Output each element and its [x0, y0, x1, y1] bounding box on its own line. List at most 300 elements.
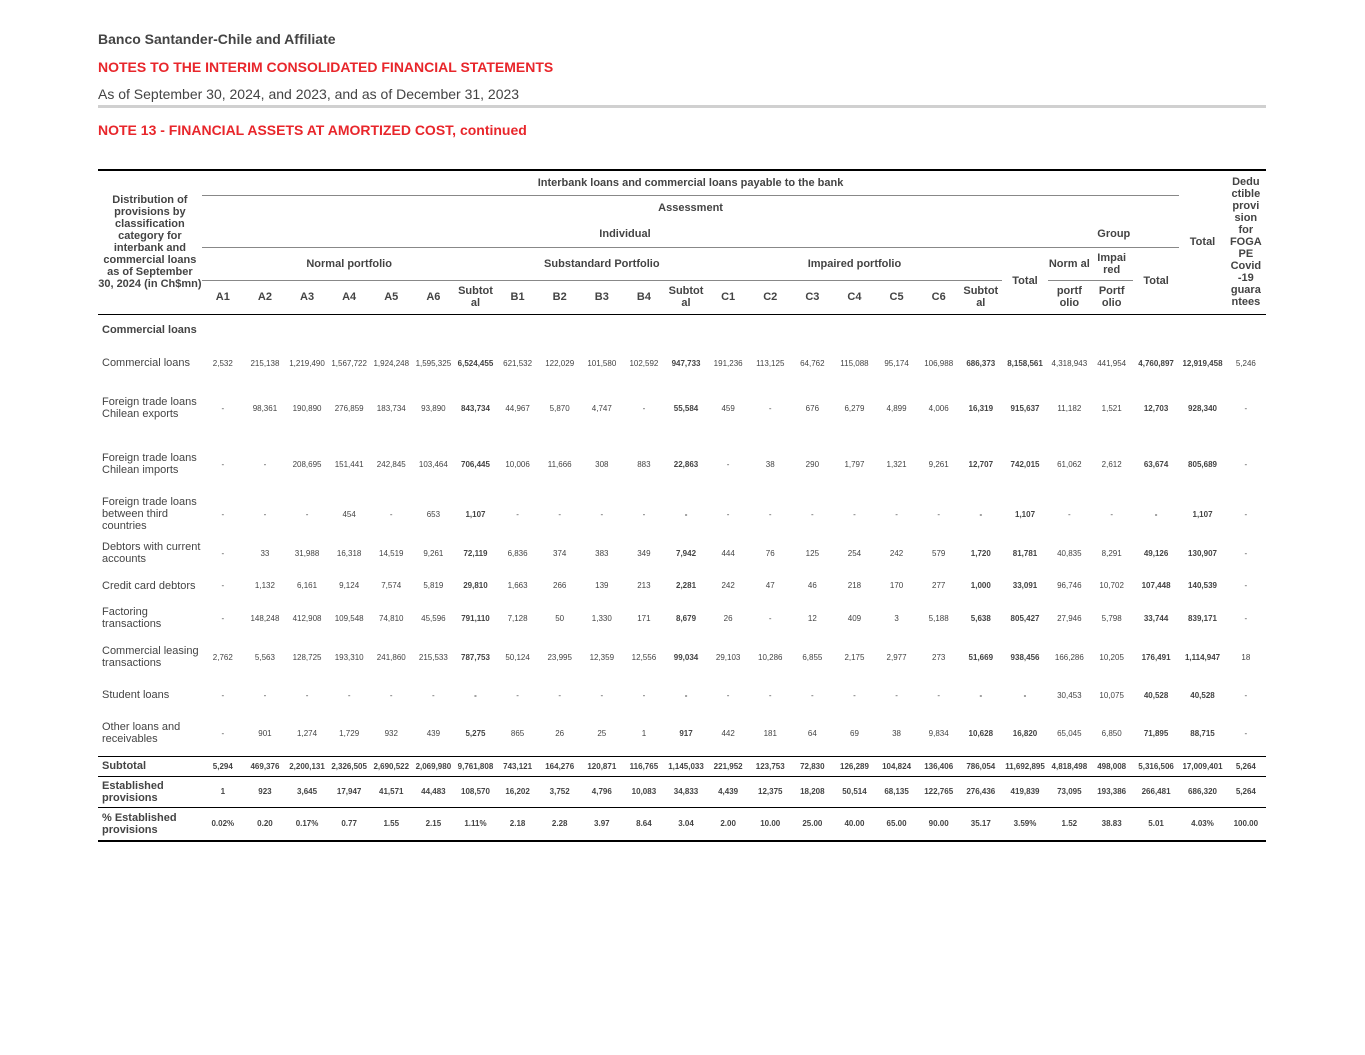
table-cell: 130,907 — [1188, 548, 1217, 558]
table-cell: 72,119 — [463, 548, 488, 558]
summary-cell: 10,083 — [623, 776, 665, 807]
section-label: Commercial loans — [102, 324, 197, 337]
table-cell: - — [895, 690, 898, 700]
table-cell: 5,798 — [1101, 613, 1122, 623]
table-cell: 31,988 — [294, 548, 320, 558]
summary-cell: 1.52 — [1048, 807, 1090, 841]
table-cell: - — [1244, 509, 1248, 519]
row-label: Other loans and receivables — [102, 721, 181, 746]
individual-header: Individual — [202, 221, 1048, 247]
table-cell: - — [1244, 548, 1248, 558]
summary-cell: 2.28 — [539, 807, 581, 841]
table-cell: 93,890 — [421, 403, 446, 413]
table-cell: - — [979, 690, 983, 700]
table-cell: - — [389, 690, 393, 700]
table-cell: 409 — [847, 613, 862, 623]
table-cell: - — [1244, 728, 1248, 738]
table-cell: 444 — [721, 548, 735, 558]
table-cell: - — [600, 690, 604, 700]
table-cell: 166,286 — [1054, 652, 1084, 662]
table-cell: - — [768, 690, 772, 700]
table-cell: 290 — [805, 459, 820, 469]
table-cell: 928,340 — [1188, 403, 1217, 413]
table-cell: 107,448 — [1141, 581, 1171, 590]
table-cell: 454 — [342, 509, 356, 519]
table-cell: 12,707 — [968, 459, 994, 469]
table-cell: 47 — [765, 581, 775, 590]
row-label: Foreign trade loans Chilean imports — [102, 452, 197, 476]
summary-cell: 498,008 — [1091, 756, 1133, 776]
table-cell: - — [853, 509, 856, 519]
table-cell: 115,088 — [840, 358, 869, 368]
table-cell: - — [726, 690, 730, 700]
summary-cell: 1 — [202, 776, 244, 807]
table-cell: - — [600, 509, 604, 519]
table-cell: 55,584 — [673, 403, 699, 413]
summary-cell: 17,947 — [328, 776, 370, 807]
table-cell: 99,034 — [673, 652, 699, 662]
table-cell: - — [347, 690, 351, 700]
table-cell: 6,524,455 — [457, 358, 494, 368]
table-cell: 170 — [889, 581, 904, 590]
table-cell: 50,124 — [505, 652, 530, 662]
summary-cell: 2,690,522 — [370, 756, 412, 776]
table-cell: 1,107 — [1015, 509, 1036, 519]
table-cell: 8,158,561 — [1007, 358, 1043, 368]
summary-cell: 2.15 — [412, 807, 454, 841]
table-cell: - — [853, 690, 856, 700]
table-cell: 148,248 — [250, 613, 280, 623]
notes-title: NOTES TO THE INTERIM CONSOLIDATED FINANCIAL STATEMENTS — [98, 59, 554, 75]
summary-cell: 5,264 — [1226, 776, 1266, 807]
table-cell: 38 — [765, 459, 775, 469]
table-cell: 441,954 — [1097, 358, 1127, 368]
table-cell: 1,132 — [254, 581, 275, 590]
table-cell: 81,781 — [1012, 548, 1038, 558]
table-cell: 26 — [723, 613, 733, 623]
summary-cell: 9,761,808 — [454, 756, 496, 776]
table-cell: 74,810 — [379, 613, 404, 623]
summary-cell: 41,571 — [370, 776, 412, 807]
table-cell: 4,006 — [928, 403, 949, 413]
table-cell: - — [389, 509, 393, 519]
table-cell: 1,567,722 — [331, 358, 367, 368]
row-label: Commercial loans — [102, 357, 191, 369]
table-cell: 139 — [595, 581, 609, 590]
table-cell: 9,261 — [928, 459, 949, 469]
summary-cell: 3.59% — [1002, 807, 1048, 841]
table-cell: 1,114,947 — [1184, 652, 1221, 662]
table-cell: 25 — [597, 728, 607, 738]
table-cell: - — [1244, 581, 1248, 590]
table-cell: - — [221, 548, 225, 558]
summary-cell: 104,824 — [876, 756, 918, 776]
table-cell: 109,548 — [334, 613, 364, 623]
table-cell: - — [768, 509, 772, 519]
summary-cell: 2.00 — [707, 807, 749, 841]
summary-cell: 136,406 — [918, 756, 960, 776]
table-cell: 1,330 — [591, 613, 612, 623]
table-cell: 16,319 — [968, 403, 994, 413]
summary-cell: 923 — [244, 776, 286, 807]
table-cell: 29,810 — [463, 581, 488, 590]
row-label: Debtors with current accounts — [102, 541, 201, 565]
table-cell: - — [768, 613, 772, 623]
table-cell: 64,762 — [800, 358, 825, 368]
table-cell: 2,762 — [212, 652, 233, 662]
table-cell: 7,574 — [381, 581, 402, 590]
table-cell: 88,715 — [1190, 728, 1215, 738]
summary-cell: 50,514 — [833, 776, 875, 807]
table-cell: 2,175 — [844, 652, 865, 662]
summary-cell: 5,264 — [1226, 756, 1266, 776]
table-cell: 5,638 — [970, 613, 991, 623]
table-cell: 125 — [805, 548, 820, 558]
table-cell: 459 — [721, 403, 735, 413]
deductible-header: Dedu ctible provi sion for FOGA PE Covid -19 guara ntees — [1226, 170, 1266, 314]
summary-label: % Established provisions — [98, 807, 202, 841]
table-cell: - — [1244, 613, 1248, 623]
table-cell: 215,138 — [250, 358, 280, 368]
table-cell: 742,015 — [1010, 459, 1040, 469]
table-cell: - — [221, 459, 225, 469]
summary-cell: 3.97 — [581, 807, 623, 841]
table-cell: 1,924,248 — [373, 358, 410, 368]
table-cell: 349 — [637, 548, 651, 558]
table-cell: 16,318 — [336, 548, 362, 558]
table-cell: - — [642, 509, 646, 519]
col-a5: A5 — [370, 280, 412, 314]
summary-cell: 35.17 — [960, 807, 1002, 841]
summary-cell: 2.18 — [497, 807, 539, 841]
table-cell: 1,107 — [465, 509, 486, 519]
summary-cell: 743,121 — [497, 756, 539, 776]
summary-cell: 4,818,498 — [1048, 756, 1090, 776]
table-cell: 308 — [595, 459, 609, 469]
table-cell: 10,006 — [505, 459, 530, 469]
summary-cell: 73,095 — [1048, 776, 1090, 807]
table-cell: 193,310 — [334, 652, 364, 662]
summary-cell: 40.00 — [833, 807, 875, 841]
table-cell: 33 — [260, 548, 270, 558]
group-total-header: Total — [1133, 247, 1180, 314]
col-subtotal-a: Subtot al — [454, 280, 496, 314]
col-c6: C6 — [918, 280, 960, 314]
summary-cell: 419,839 — [1002, 776, 1048, 807]
table-cell: 215,533 — [418, 652, 448, 662]
table-cell: - — [221, 728, 225, 738]
table-cell: - — [516, 690, 519, 700]
summary-cell: 3.04 — [665, 807, 707, 841]
summary-cell: 4,439 — [707, 776, 749, 807]
table-cell: 915,637 — [1010, 403, 1040, 413]
summary-cell: 2,200,131 — [286, 756, 328, 776]
table-cell: 26 — [555, 728, 565, 738]
table-cell: 1,219,490 — [289, 358, 325, 368]
summary-label: Established provisions — [98, 776, 202, 807]
table-cell: 7,942 — [676, 548, 697, 558]
table-cell: 106,988 — [924, 358, 954, 368]
table-cell: 6,855 — [802, 652, 823, 662]
table-cell: 4,899 — [886, 403, 907, 413]
table-cell: 122,029 — [545, 358, 575, 368]
company-name: Banco Santander-Chile and Affiliate — [98, 31, 336, 47]
table-cell: - — [263, 459, 267, 469]
summary-cell: 17,009,401 — [1179, 756, 1225, 776]
table-cell: 4,747 — [591, 403, 612, 413]
table-cell: 883 — [637, 459, 651, 469]
table-cell: 63,674 — [1143, 459, 1169, 469]
table-cell: 30,453 — [1057, 690, 1082, 700]
table-cell: 171 — [637, 613, 651, 623]
summary-cell: 276,436 — [960, 776, 1002, 807]
table-cell: 12,556 — [631, 652, 657, 662]
summary-row — [98, 776, 1266, 807]
summary-cell: 68,135 — [876, 776, 918, 807]
table-cell: - — [811, 690, 814, 700]
table-cell: 938,456 — [1010, 652, 1040, 662]
table-cell: 29,103 — [715, 652, 741, 662]
table-cell: 412,908 — [292, 613, 322, 623]
table-cell: 917 — [679, 728, 693, 738]
table-cell: - — [684, 690, 688, 700]
table-cell: 676 — [805, 403, 820, 413]
table-row — [98, 492, 1266, 536]
summary-cell: 686,320 — [1179, 776, 1225, 807]
table-cell: 181 — [763, 728, 777, 738]
table-cell: - — [642, 690, 646, 700]
summary-cell: 2,069,980 — [412, 756, 454, 776]
table-cell: - — [221, 581, 225, 590]
summary-row — [98, 807, 1266, 841]
summary-cell: 469,376 — [244, 756, 286, 776]
col-b4: B4 — [623, 280, 665, 314]
summary-cell: 221,952 — [707, 756, 749, 776]
table-cell: 7,128 — [507, 613, 528, 623]
col-b1: B1 — [497, 280, 539, 314]
table-cell: 140,539 — [1188, 581, 1217, 590]
summary-cell: 34,833 — [665, 776, 707, 807]
table-cell: 102,592 — [629, 358, 659, 368]
table-cell: 9,124 — [339, 581, 360, 590]
summary-cell: 38.83 — [1091, 807, 1133, 841]
table-cell: 242 — [721, 581, 735, 590]
table-cell: 10,286 — [758, 652, 783, 662]
table-cell: - — [221, 690, 225, 700]
table-cell: 10,628 — [968, 728, 994, 738]
table-cell: 11,182 — [1057, 403, 1082, 413]
table-cell: 805,427 — [1010, 613, 1040, 623]
table-cell: 1,274 — [297, 728, 318, 738]
table-cell: 242,845 — [376, 459, 406, 469]
summary-cell: 0.17% — [286, 807, 328, 841]
table-cell: 2,281 — [676, 581, 697, 590]
table-cell: - — [684, 509, 688, 519]
table-cell: 686,373 — [966, 358, 996, 368]
table-cell: 40,528 — [1190, 690, 1215, 700]
col-a2: A2 — [244, 280, 286, 314]
table-cell: 1,595,325 — [415, 358, 452, 368]
summary-cell: 0.77 — [328, 807, 370, 841]
table-cell: - — [979, 509, 983, 519]
table-cell: - — [474, 690, 477, 700]
table-cell: 5,819 — [423, 581, 444, 590]
table-cell: 96,746 — [1057, 581, 1082, 590]
table-row — [98, 679, 1266, 711]
summary-label: Subtotal — [98, 756, 202, 776]
provisions-table — [98, 169, 1266, 842]
table-cell: 45,596 — [421, 613, 446, 623]
table-cell: 71,895 — [1143, 728, 1169, 738]
summary-cell: 122,765 — [918, 776, 960, 807]
table-cell: - — [1154, 509, 1158, 519]
summary-cell: 108,570 — [454, 776, 496, 807]
table-cell: 6,279 — [844, 403, 865, 413]
summary-cell: 44,483 — [412, 776, 454, 807]
table-cell: 10,205 — [1099, 652, 1124, 662]
summary-cell: 90.00 — [918, 807, 960, 841]
summary-cell: 2,326,505 — [328, 756, 370, 776]
col-subtotal-b: Subtot al — [665, 280, 707, 314]
row-label: Credit card debtors — [102, 579, 196, 592]
table-cell: 277 — [932, 581, 946, 590]
table-cell: 1,663 — [507, 581, 528, 590]
table-cell: 46 — [807, 581, 817, 590]
summary-cell: 72,830 — [791, 756, 833, 776]
row-label: Student loans — [102, 689, 170, 701]
summary-cell: 5,294 — [202, 756, 244, 776]
summary-cell: 16,202 — [497, 776, 539, 807]
table-cell: 76 — [765, 548, 775, 558]
summary-cell: 126,289 — [833, 756, 875, 776]
table-cell: 839,171 — [1188, 613, 1217, 623]
table-cell: 11,666 — [547, 459, 572, 469]
header-divider — [98, 105, 1266, 108]
table-cell: 5,188 — [928, 613, 949, 623]
table-row — [98, 711, 1266, 756]
table-cell: 791,110 — [461, 613, 490, 623]
table-cell: 1,107 — [1192, 509, 1213, 519]
table-cell: 218 — [847, 581, 862, 590]
table-cell: 2,532 — [212, 358, 233, 368]
table-cell: - — [221, 509, 225, 519]
table-cell: 191,236 — [713, 358, 743, 368]
table-cell: - — [305, 509, 309, 519]
table-cell: 5,275 — [465, 728, 486, 738]
substandard-portfolio-header: Substandard Portfolio — [497, 247, 708, 280]
summary-cell: 8.64 — [623, 807, 665, 841]
table-row — [98, 635, 1266, 679]
summary-cell: 10.00 — [749, 807, 791, 841]
table-cell: - — [221, 403, 225, 413]
table-cell: 805,689 — [1188, 459, 1217, 469]
table-cell: 1,000 — [970, 581, 991, 590]
table-cell: 1,729 — [339, 728, 360, 738]
table-cell: 113,125 — [756, 358, 785, 368]
col-c3: C3 — [791, 280, 833, 314]
table-cell: 61,062 — [1057, 459, 1082, 469]
summary-cell: 5,316,506 — [1133, 756, 1180, 776]
col-c4: C4 — [833, 280, 875, 314]
group-impaired-sub: Portf olio — [1091, 280, 1133, 314]
table-cell: 254 — [847, 548, 862, 558]
table-cell: - — [726, 509, 730, 519]
group-impaired-header: Impai red — [1091, 247, 1133, 280]
table-cell: 4,318,943 — [1051, 358, 1088, 368]
table-cell: 8,679 — [676, 613, 697, 623]
table-row — [98, 536, 1266, 570]
table-cell: 932 — [384, 728, 398, 738]
row-label: Foreign trade loans Chilean exports — [102, 396, 197, 420]
normal-portfolio-header: Normal portfolio — [202, 247, 497, 280]
summary-cell: 0.02% — [202, 807, 244, 841]
table-cell: 579 — [932, 548, 946, 558]
summary-cell: 1.55 — [370, 807, 412, 841]
table-cell: 442 — [721, 728, 735, 738]
table-cell: 151,441 — [334, 459, 364, 469]
table-cell: 12,919,458 — [1182, 358, 1223, 368]
col-c2: C2 — [749, 280, 791, 314]
table-cell: 10,075 — [1099, 690, 1124, 700]
col-c1: C1 — [707, 280, 749, 314]
table-cell: 1 — [641, 728, 647, 738]
summary-cell: 3,645 — [286, 776, 328, 807]
table-cell: 65,045 — [1057, 728, 1082, 738]
table-cell: - — [263, 509, 267, 519]
table-cell: 1,521 — [1101, 403, 1122, 413]
row-label: Factoring transactions — [102, 606, 162, 630]
table-cell: 103,464 — [418, 459, 448, 469]
table-cell: 4,760,897 — [1138, 358, 1174, 368]
table-cell: 865 — [510, 728, 525, 738]
table-cell: 6,850 — [1101, 728, 1122, 738]
table-cell: 6,836 — [507, 548, 528, 558]
note-title: NOTE 13 - FINANCIAL ASSETS AT AMORTIZED COST, continued — [98, 122, 527, 138]
table-cell: - — [642, 403, 646, 413]
table-cell: 40,835 — [1057, 548, 1082, 558]
table-cell: 23,995 — [547, 652, 572, 662]
table-cell: 44,967 — [505, 403, 530, 413]
col-b2: B2 — [539, 280, 581, 314]
table-cell: 69 — [850, 728, 859, 738]
table-cell: 383 — [595, 548, 609, 558]
table-cell: 22,863 — [673, 459, 699, 469]
col-b3: B3 — [581, 280, 623, 314]
table-cell: 374 — [553, 548, 567, 558]
table-cell: 40,528 — [1143, 690, 1169, 700]
table-cell: - — [263, 690, 267, 700]
table-cell: 51,669 — [968, 652, 994, 662]
table-row — [98, 436, 1266, 492]
table-cell: 242 — [889, 548, 904, 558]
table-cell: 12 — [807, 613, 817, 623]
table-cell: - — [895, 509, 898, 519]
summary-cell: 65.00 — [876, 807, 918, 841]
as-of-date: As of September 30, 2024, and 2023, and as of December 31, 2023 — [98, 86, 520, 102]
corner-label: Distribution of provisions by classification category for interbank and commercial loans as of September 30, 2024 (in Ch$mn) — [98, 170, 202, 314]
table-cell: - — [768, 403, 772, 413]
table-cell: 1,720 — [970, 548, 991, 558]
table-row — [98, 380, 1266, 436]
summary-row — [98, 756, 1266, 776]
table-cell: 208,695 — [292, 459, 322, 469]
table-cell: - — [516, 509, 519, 519]
summary-cell: 1.11% — [454, 807, 496, 841]
table-row — [98, 346, 1266, 380]
table-cell: 843,734 — [461, 403, 490, 413]
table-cell: - — [221, 613, 225, 623]
table-cell: 266 — [553, 581, 567, 590]
